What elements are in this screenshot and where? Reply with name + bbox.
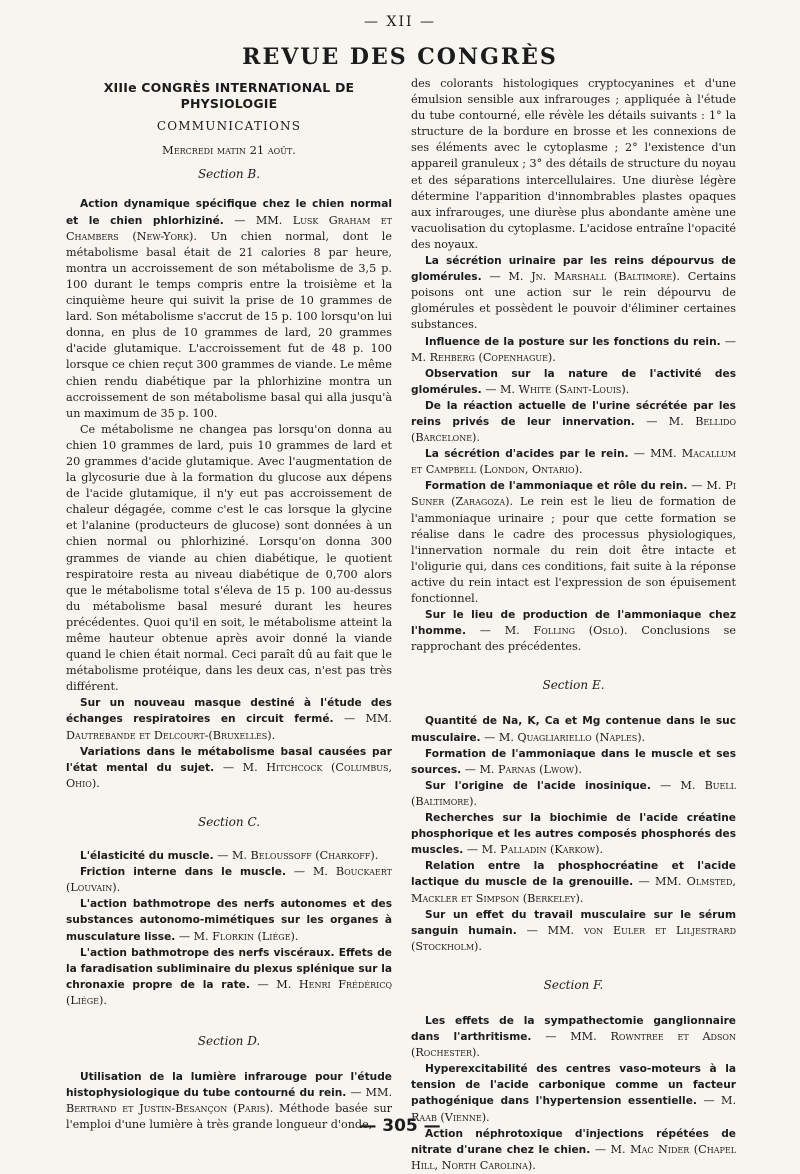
entry-authors: — MM. Dautrebande et Delcourt-(Bruxelles). [66,712,392,742]
entry-bouckaert [66,864,392,896]
entry-authors: — MM. Lusk Graham et Chambers (New-York). [66,213,392,243]
entry-title: De la réaction actuelle de l'urine sécrétée par les reins privés de leur innervation. [411,399,736,428]
entry-authors: — M. Hitchcock (Columbus, Ohio). [66,760,393,790]
entry-bellido [411,398,736,446]
entry-text: Le rein est le lieu de formation de l'ammoniaque urinaire ; pour que cette formation se réalise dans le cadre des processus physiologiques, l'innervation normale du rein doit être intacte et l'oligurie qui, dans ces conditions, fait suite à la réponse active du rein intact est l'expression de son épuisement fonctionnel. [411,495,736,605]
right-column [411,76,736,1174]
section-e-title: Section E. [542,678,605,693]
roman-folio: — XII — [364,14,436,30]
entry-bertrand-continued: des colorants histologiques cryptocyanines et d'une émulsion sensible aux infrarouges ; appliquée à l'étude du tube contourné, elle révèle les détails suivants : 1° la structure de la bordure en brosse et les connexions de ses éléments avec le cytoplasme ; 2° l'existence d'un appareil granuleux ; 3° des détails de structure du noyau et des séparations intercellulaires. Une diurèse légère détermine l'apparition d'innombrables plastes opaques aux infrarouges, une diurèse plus abondante amène une vacuolisation du cytoplasme. L'acidose entraîne l'opacité des noyaux. [411,77,736,251]
entry-title: Sur un effet du travail musculaire sur le sérum sanguin humain. [411,908,736,937]
section-c-title: Section C. [197,814,261,829]
entry-title: Sur un nouveau masque destiné à l'étude des échanges respiratoires en circuit fermé. [66,697,392,726]
entry-title: Hyperexcitabilité des centres vaso-moteurs à la tension de l'acide carbonique comme un facteur pathogénique dans l'hypertension essentielle. [411,1063,736,1108]
entry-parnas [411,746,736,778]
entry-macallum [411,446,736,478]
entry-lusk [66,196,392,421]
entry-authors: — M. Raab (Vienne). [411,1094,736,1124]
entry-hitchcock [66,744,392,792]
entry-marshall [411,253,736,333]
entry-title: La sécrétion d'acides par le rein. [425,448,629,461]
entry-authors: — M. Palladin (Karkow). [466,843,604,857]
page-number: — 305 — [359,1116,441,1136]
entry-fredericq [66,945,392,1009]
entry-florkin [66,896,392,944]
entry-authors: — MM. Rowntree et Adson (Rochester). [411,1030,736,1060]
entry-authors: — M. Bouckaert (Louvain). [66,865,392,895]
entry-title: Action dynamique spécifique chez le chien normal et le chien phlorhiziné. [66,198,392,227]
entry-buell [411,778,736,810]
entry-authors: — M. Quagliariello (Naples). [484,730,646,744]
session-date: Mercredi matin 21 août. [162,143,296,158]
entry-olmsted [411,858,736,906]
entry-text: Méthode basée sur l'emploi d'une lumière à très grande longueur d'onde, [66,1102,392,1132]
entry-title: Recherches sur la biochimie de l'acide créatine phosphorique et les autres composés phosphorés des muscles. [411,812,736,857]
entry-pi-suner [411,478,736,607]
entry-text: Conclusions se rapprochant des précédentes. [411,624,736,654]
entry-title: Relation entre la phosphocréatine et l'acide lactique du muscle de la grenouille. [411,860,736,889]
entry-authors: — MM. Bertrand et Justin-Besançon (Paris). [66,1086,392,1116]
entry-authors: — M. Buell (Baltimore). [411,778,736,808]
entry-title: Action néphrotoxique d'injections répétées de nitrate d'urane chez le chien. [411,1127,736,1156]
entry-white [411,366,736,398]
entry-authors: — M. Folling (Oslo). [479,624,628,638]
entry-title: Les effets de la sympathectomie ganglionnaire dans l'arthritisme. [411,1014,736,1044]
section-b-title: Section B. [197,167,261,182]
entry-rowntree [411,1013,736,1061]
entry-folling [411,607,736,655]
entry-title: Formation de l'ammoniaque dans le muscle et ses sources. [411,747,736,776]
entry-rehberg [411,334,736,366]
entry-title: Influence de la posture sur les fonctions du rein. [425,335,721,348]
entry-authors: — MM. Olmsted, Mackler et Simpson (Berkeley). [411,875,736,905]
entry-authors: — M. Parnas (Lwow). [464,762,582,776]
entry-title: Sur l'origine de l'acide inosinique. [425,779,651,792]
entry-dautrebande [66,695,392,743]
entry-title: Utilisation de la lumière infrarouge pour l'étude histophysiologique du tube contourné du rein. [66,1071,392,1100]
entry-authors: — MM. von Euler et Liljestrard (Stockholm). [411,923,736,953]
entry-authors: — M. Bellido (Barcelone). [411,414,737,445]
left-column [66,80,392,1133]
entry-authors: — M. Florkin (Liége). [178,929,299,943]
entry-authors: — M. Jn. Marshall (Baltimore). [489,270,680,284]
entry-authors: — M. Pi Suner (Zaragoza). [411,479,736,509]
section-d-title: Section D. [197,1033,261,1048]
entry-title: L'élasticité du muscle. [80,850,214,863]
entry-title: Friction interne dans le muscle. [80,866,287,879]
entry-title: Formation de l'ammoniaque et rôle du rein. [425,480,688,493]
entry-lusk-paragraph-2: Ce métabolisme ne changea pas lorsqu'on donna au chien 10 grammes de lard, puis 10 grammes de lard et 20 grammes d'acide glutamique. Avec l'augmentation de la glycosurie due à la formation du glucose aux dépens de l'acide glutamique, il n'y eut pas accroissement de chaleur dégagée, comme c'est le cas lorsque la glycine et l'alanine (producteurs de glucose) sont données à un chien normal ou phlorhiziné. Lorsqu'on donna 300 grammes de viande au chien diabétique, le quotient respiratoire resta au niveau diabétique de 0,700 alors que le métabolisme total s'éleva de 15 p. 100 au-dessus du métabolisme basal mesuré durant les heures précédentes. Quoi qu'il en soit, le métabolisme atteint la même hauteur obtenue après avoir donné la viande quand le chien était normal. Ceci paraît dû au fait que le métabolisme protéique, dans les deux cas, n'est pas très différent. [66,422,392,694]
rubric-title: REVUE DES CONGRÈS [242,44,558,70]
entry-title: L'action bathmotrope des nerfs autonomes et des substances autonomo-mimétiques sur les organes à musculature lisse. [66,898,392,943]
entry-palladin [411,810,736,858]
entry-title: Observation sur la nature de l'activité des glomérules. [411,367,736,396]
entry-authors: — M. Rehberg (Copenhague). [411,334,736,364]
entry-text: Certains poisons ont une action sur le rein dépourvu de glomérules et possèdent le pouvoir d'éliminer certaines substances. [411,270,737,332]
entry-beloussoff [66,848,392,864]
entry-authors: — M. Henri Frédéricq (Liége). [66,977,393,1007]
entry-quagliariello [411,713,736,745]
entry-title: Quantité de Na, K, Ca et Mg contenue dans le suc musculaire. [411,715,736,744]
congress-heading: XIIIe CONGRÈS INTERNATIONAL DE PHYSIOLOGIE [103,80,355,112]
entry-von-euler [411,907,736,955]
entry-authors: — M. White (Saint-Louis). [485,382,630,396]
entry-title: Variations dans le métabolisme basal causées par l'état mental du sujet. [66,745,392,774]
entry-title: La sécrétion urinaire par les reins dépourvus de glomérules. [411,255,736,284]
section-f-title: Section F. [543,977,604,992]
entry-authors: — M. Mac Nider (Chapel Hill, North Carolina). [411,1142,737,1172]
entry-text: Un chien normal, dont le métabolisme basal était de 21 calories 8 par heure, montra un accroissement de son métabolisme de 3,5 p. 100 durant le temps compris entre la troisième et la cinquième heure qui suivit la prise de 10 grammes de lard. Son métabolisme s'accrut de 15 p. 100 lorsqu'on lui donna, en plus de 10 grammes de lard, 20 grammes d'acide glutamique. L'accroissement fut de 48 p. 100 lorsque ce chien reçut 300 grammes de viande. Le même chien rendu diabétique par la phlorhizine montra un accroissement de son métabolisme basal qui alla jusqu'à un maximum de 35 p. 100. [66,229,392,420]
entry-authors: — M. Beloussoff (Charkoff). [217,849,379,863]
entry-title: L'action bathmotrope des nerfs viscéraux. Effets de la faradisation subliminaire du plexus splénique sur la chronaxie propre de la rate. [66,946,392,991]
entry-title: Sur le lieu de production de l'ammoniaque chez l'homme. [411,609,736,638]
entry-authors: — MM. Macallum et Campbell (London, Ontario). [411,447,736,477]
communications-heading: COMMUNICATIONS [156,119,302,134]
